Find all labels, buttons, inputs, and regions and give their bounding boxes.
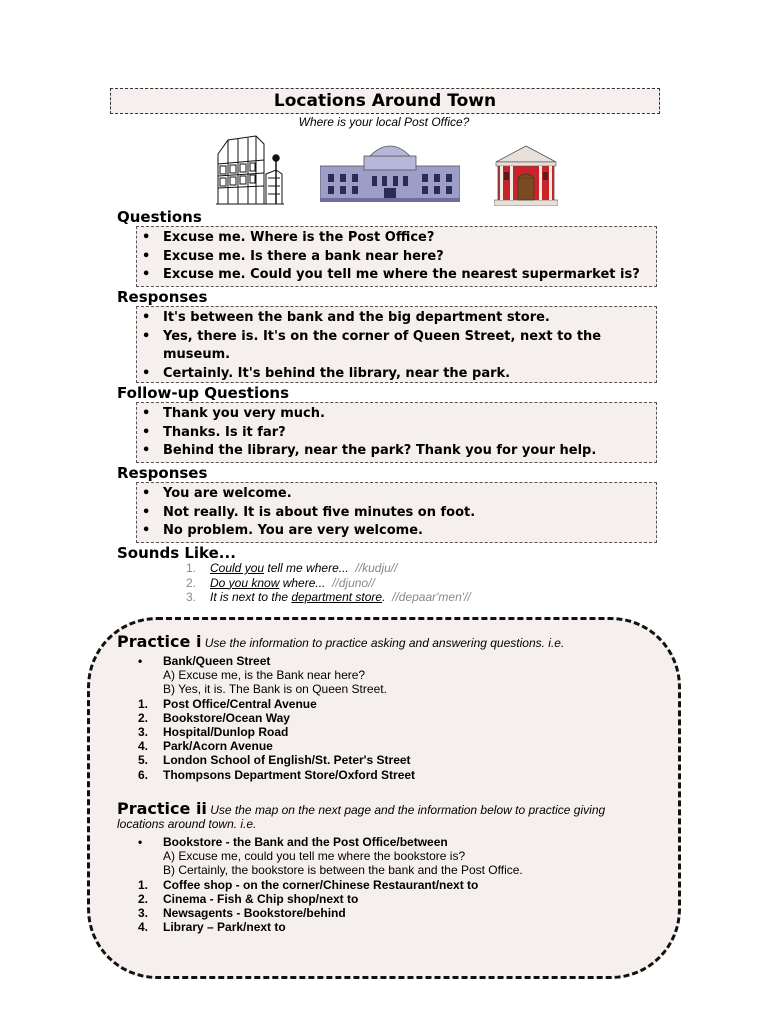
list-item: 4. Park/Acorn Avenue [138, 739, 273, 754]
example-b: B) Certainly, the bookstore is between the bank and the Post Office. [163, 863, 523, 878]
list-item: 5. London School of English/St. Peter's Street [138, 753, 411, 768]
page-title: Locations Around Town [273, 91, 497, 111]
questions-heading: Questions [117, 208, 202, 226]
list-item: • Behind the library, near the park? Thank you for your help. [137, 442, 656, 461]
sounds-item: 2. Do you know where... //djuno// [186, 575, 375, 590]
list-item: • Thanks. Is it far? [137, 424, 656, 443]
sounds-item: 1. Could you tell me where... //kudju// [186, 561, 398, 575]
page-subtitle: Where is your local Post Office? [298, 115, 470, 129]
list-item: 1. Post Office/Central Avenue [138, 696, 317, 711]
list-item: 3. Newsagents - Bookstore/behind [138, 906, 346, 921]
responses-2-box [136, 482, 657, 543]
list-item: • It's between the bank and the big department store. [137, 309, 656, 328]
library-illustration [494, 144, 558, 206]
list-item: 2. Cinema - Fish & Chip shop/next to [138, 891, 359, 906]
followup-box [136, 402, 657, 463]
post-office-illustration [320, 142, 460, 202]
practice-1-heading: Practice i Use the information to practice asking and answering questions. i.e. [117, 632, 565, 651]
list-item: • Not really. It is about five minutes on foot. [137, 504, 656, 523]
list-item: • Bank/Queen Street [138, 654, 271, 668]
sounds-item: 3. It is next to the department store. //depaar'men'// [186, 590, 471, 604]
example-a: A) Excuse me, is the Bank near here? [163, 668, 366, 683]
list-item: • You are welcome. [137, 485, 656, 504]
list-item: • Excuse me. Is there a bank near here? [137, 248, 656, 267]
list-item: • No problem. You are very welcome. [137, 522, 656, 541]
practice-2-instruction: Use the map on the next page and the information below to practice giving locations around town. i.e. [117, 803, 606, 831]
sounds-heading: Sounds Like... [117, 544, 236, 562]
list-item: 2. Bookstore/Ocean Way [138, 710, 290, 725]
list-item: • Certainly. It's behind the library, near the park. [137, 365, 656, 384]
example-b: B) Yes, it is. The Bank is on Queen Street. [163, 682, 387, 697]
street-illustration [216, 134, 284, 206]
title-box [110, 88, 660, 114]
list-item: • Excuse me. Could you tell me where the nearest supermarket is? [137, 266, 656, 285]
list-item: 4. Library – Park/next to [138, 920, 286, 935]
sounds-list [186, 561, 471, 605]
practice-1-list [138, 654, 415, 782]
responses-box [136, 306, 657, 383]
followup-heading: Follow-up Questions [117, 384, 290, 402]
list-item: • Excuse me. Where is the Post Office? [137, 229, 656, 248]
list-item: • Yes, there is. It's on the corner of Queen Street, next to the museum. [137, 328, 656, 365]
responses-2-heading: Responses [117, 464, 208, 482]
list-item: 1. Coffee shop - on the corner/Chinese Restaurant/next to [138, 877, 479, 892]
questions-box [136, 226, 657, 287]
list-item: • Bookstore - the Bank and the Post Office/between [138, 835, 448, 849]
list-item: • Thank you very much. [137, 405, 656, 424]
list-item: 6. Thompsons Department Store/Oxford Street [138, 767, 416, 782]
practice-2-list [138, 835, 523, 934]
example-a: A) Excuse me, could you tell me where the bookstore is? [163, 849, 466, 864]
list-item: 3. Hospital/Dunlop Road [138, 725, 289, 740]
responses-heading: Responses [117, 288, 208, 306]
practice-2-heading: Practice ii Use the map on the next page and the information below to practice giving locations around town. i.e. [117, 799, 606, 831]
practice-1-instruction: Use the information to practice asking and answering questions. i.e. [204, 636, 565, 650]
